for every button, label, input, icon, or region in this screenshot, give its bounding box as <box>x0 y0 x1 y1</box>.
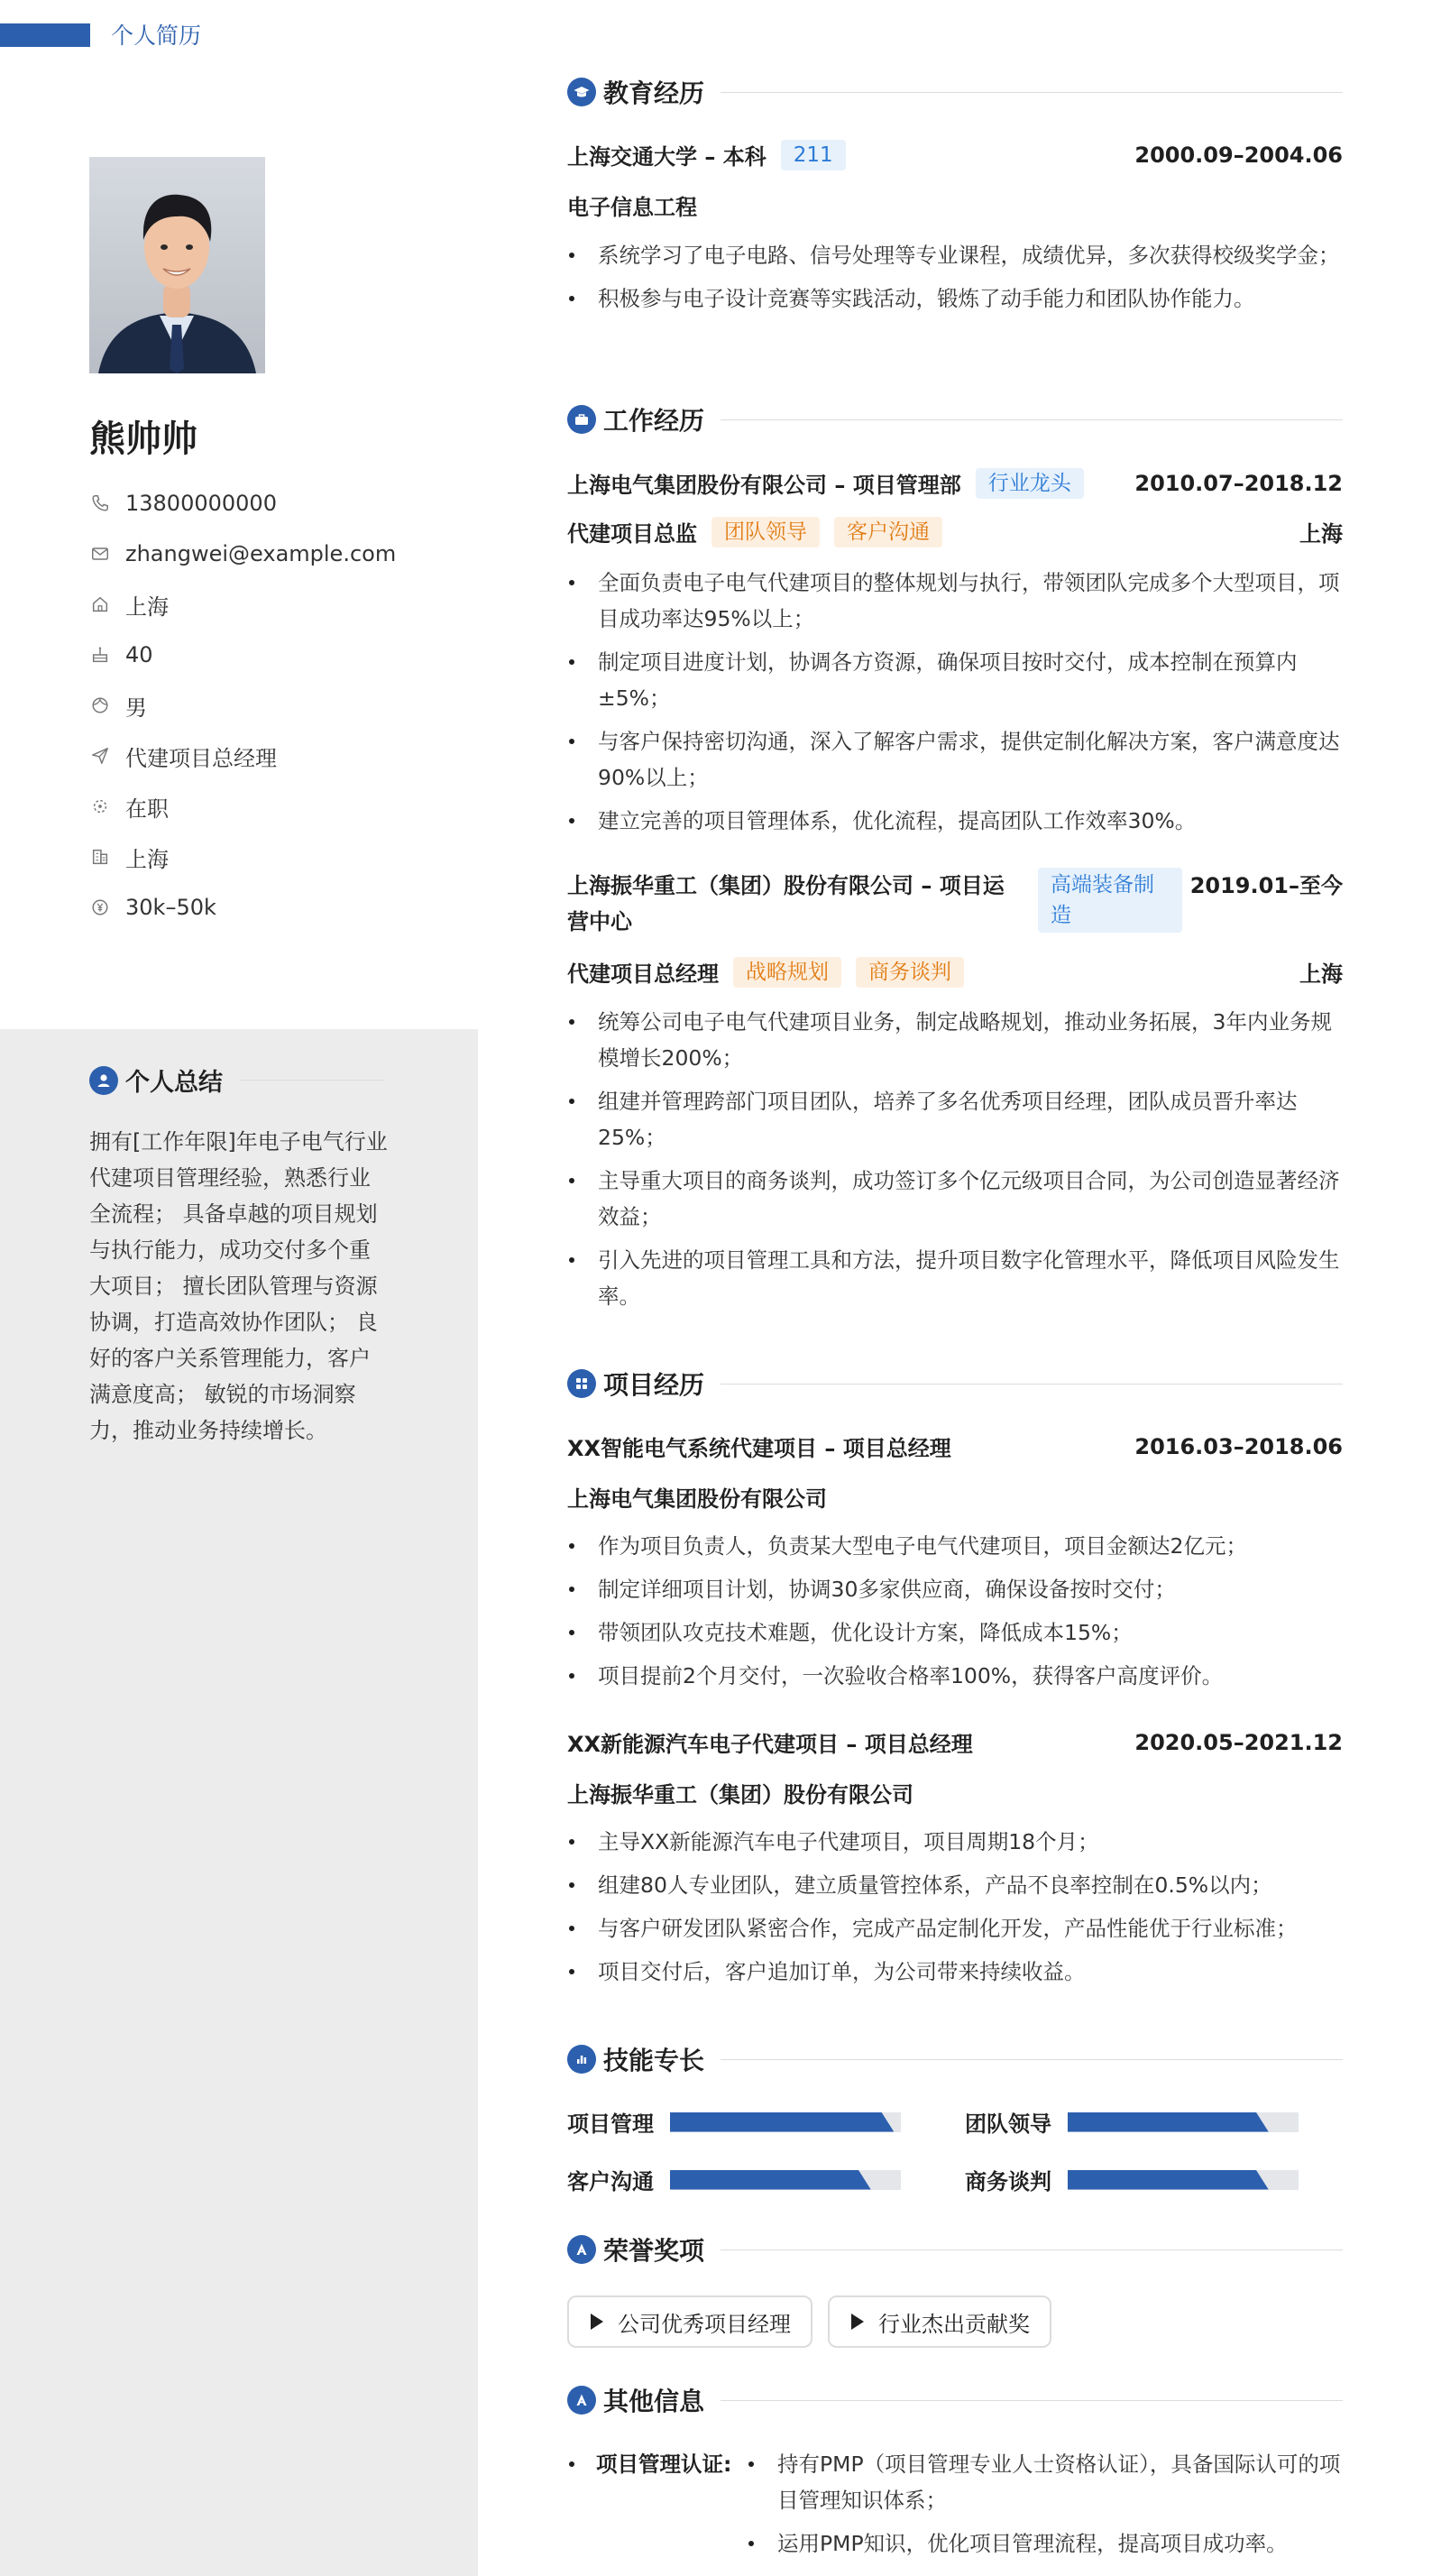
list-item: 统筹公司电子电气代建项目业务，制定战略规划，推动业务拓展，3年内业务规模增长200%； <box>567 1004 1343 1076</box>
project-2-company: 上海振华重工（集团）股份有限公司 <box>567 1782 913 1808</box>
job-2-location: 上海 <box>1299 961 1343 987</box>
skill-bar-fill <box>1068 2170 1269 2190</box>
list-item: 建立完善的项目管理体系，优化流程，提高团队工作效率30%。 <box>567 803 1343 839</box>
grid-icon <box>567 1369 596 1398</box>
job-2-skill-tag: 战略规划 <box>733 957 841 988</box>
home-icon <box>89 593 111 615</box>
header-label: 个人简历 <box>111 23 202 49</box>
list-item: 与客户保持密切沟通，深入了解客户需求，提供定制化解决方案，客户满意度达90%以上； <box>567 723 1343 796</box>
job-1-role: 代建项目总监 <box>567 521 697 547</box>
project-2-dates: 2020.05–2021.12 <box>1134 1729 1343 1755</box>
list-item: 项目交付后，客户追加订单，为公司带来持续收益。 <box>567 1954 1343 1990</box>
email-text: zhangwei@example.com <box>125 541 397 566</box>
section-divider <box>239 1080 385 1081</box>
skill-item <box>965 2164 1299 2195</box>
education-row <box>567 139 1343 170</box>
list-item: 主导重大项目的商务谈判，成功签订多个亿元级项目合同，为公司创造显著经济效益； <box>567 1163 1343 1235</box>
project-1-dates: 2016.03–2018.06 <box>1134 1433 1343 1459</box>
age-item <box>89 630 396 680</box>
list-item: 制定详细项目计划，协调30多家供应商，确保设备按时交付； <box>567 1571 1343 1607</box>
section-divider <box>721 92 1343 93</box>
city-item <box>89 579 396 630</box>
skill-bar-fill <box>1068 2112 1269 2132</box>
summary-title: 个人总结 <box>125 1069 223 1097</box>
project-1-row <box>567 1431 1343 1462</box>
skill-item <box>965 2106 1299 2138</box>
skill-item <box>567 2106 901 2138</box>
avatar <box>89 157 265 373</box>
list-item: 积极参与电子设计竞赛等实践活动，锻炼了动手能力和团队协作能力。 <box>567 281 1343 317</box>
job-2-role-row <box>567 956 1343 988</box>
education-bullets <box>567 237 1343 324</box>
job-2-tag: 高端装备制造 <box>1038 868 1182 933</box>
project-1-company: 上海电气集团股份有限公司 <box>567 1486 827 1512</box>
job-2-company: 上海振华重工（集团）股份有限公司 – 项目运营中心 <box>567 873 1005 934</box>
section-divider <box>721 2400 1343 2401</box>
award-chip <box>567 2295 812 2348</box>
list-item: 带领团队攻克技术难题，优化设计方案，降低成本15%； <box>567 1615 1343 1651</box>
skill-bar-fill <box>670 2170 871 2190</box>
skills-title: 技能专长 <box>603 2046 705 2075</box>
list-item: 全面负责电子电气代建项目的整体规划与执行，带领团队完成多个大型项目，项目成功率达95%以上； <box>567 565 1343 637</box>
play-icon <box>851 2314 864 2330</box>
job-1-bullets <box>567 565 1343 846</box>
other-label: 项目管理认证: <box>596 2452 732 2477</box>
project-2-company-row <box>567 1777 1343 1808</box>
skill-bar-fill <box>670 2112 894 2132</box>
sidebar <box>0 0 478 2576</box>
project-1-name: XX智能电气系统代建项目 – 项目总经理 <box>567 1436 951 1461</box>
salary-item <box>89 882 396 933</box>
other-header <box>567 2382 1343 2418</box>
skill-bar <box>670 2112 901 2132</box>
major-name: 电子信息工程 <box>567 195 697 220</box>
gender-item <box>89 680 396 731</box>
list-item: 作为项目负责人，负责某大型电子电气代建项目，项目金额达2亿元； <box>567 1528 1343 1564</box>
bar-chart-icon <box>567 2045 596 2074</box>
section-divider <box>721 2059 1343 2060</box>
list-item: 组建并管理跨部门项目团队，培养了多名优秀项目经理，团队成员晋升率达25%； <box>567 1083 1343 1155</box>
job-1-tag: 行业龙头 <box>976 468 1084 499</box>
list-item: 组建80人专业团队，建立质量管控体系，产品不良率控制在0.5%以内； <box>567 1867 1343 1903</box>
job-2-dates: 2019.01–至今 <box>1189 873 1343 898</box>
status-icon <box>89 796 111 817</box>
education-dates: 2000.09–2004.06 <box>1134 142 1343 168</box>
work-header <box>567 401 1343 437</box>
skill-name: 商务谈判 <box>965 2169 1051 2194</box>
skills-header <box>567 2041 1343 2077</box>
list-item: 主导XX新能源汽车电子代建项目，项目周期18个月； <box>567 1824 1343 1860</box>
mail-icon <box>89 543 111 565</box>
cake-icon <box>89 644 111 666</box>
project-2-name: XX新能源汽车电子代建项目 – 项目总经理 <box>567 1732 973 1757</box>
age-text: 40 <box>125 642 153 667</box>
send-icon <box>89 745 111 767</box>
school-name: 上海交通大学 – 本科 <box>567 144 766 170</box>
section-divider <box>721 419 1343 420</box>
target-job-text: 代建项目总经理 <box>125 745 277 771</box>
job-1-dates: 2010.07–2018.12 <box>1134 470 1343 496</box>
skill-name: 项目管理 <box>567 2111 654 2137</box>
job-2-bullets <box>567 1004 1343 1321</box>
city-text: 上海 <box>125 593 169 620</box>
skill-bar <box>1068 2112 1299 2132</box>
job-1-role-row <box>567 516 1343 547</box>
project-2-bullets <box>567 1824 1343 1997</box>
education-header <box>567 74 1343 110</box>
award-label: 公司优秀项目经理 <box>618 2311 791 2337</box>
job-1-skill-tag: 客户沟通 <box>834 517 942 547</box>
honors-title: 荣誉奖项 <box>603 2236 705 2266</box>
list-item: 持有PMP（项目管理专业人士资格认证），具备国际认可的项目管理知识体系； <box>747 2446 1342 2518</box>
yen-coin-icon <box>89 897 111 918</box>
gender-text: 男 <box>125 695 147 721</box>
summary-text: 拥有[工作年限]年电子电气行业代建项目管理经验，熟悉行业全流程； 具备卓越的项目规划与执行能力，成功交付多个重大项目； 擅长团队管理与资源协调，打造高效协作团队； 良好的客户关系管理能力，客户满意度高； 敏锐的市场洞察力，推动业务持续增长。 <box>89 1129 388 1443</box>
list-item: 系统学习了电子电路、信号处理等专业课程，成绩优异，多次获得校级奖学金； <box>567 237 1343 273</box>
skill-name: 团队领导 <box>965 2111 1051 2137</box>
section-divider <box>721 1384 1343 1385</box>
award-icon <box>567 2235 596 2264</box>
bullet-dot <box>569 2461 574 2467</box>
award-chip <box>828 2295 1051 2348</box>
projects-title: 项目经历 <box>603 1370 705 1400</box>
job-1-location: 上海 <box>1299 521 1343 547</box>
other-title: 其他信息 <box>603 2387 705 2416</box>
projects-header <box>567 1366 1343 1402</box>
section-divider <box>721 2249 1343 2250</box>
job-1-skill-tag: 团队领导 <box>711 517 820 547</box>
skill-item <box>567 2164 901 2195</box>
status-text: 在职 <box>125 796 169 822</box>
target-job-item <box>89 731 396 781</box>
work-title: 工作经历 <box>603 406 705 436</box>
job-2-role: 代建项目总经理 <box>567 961 719 987</box>
candidate-name: 熊帅帅 <box>89 419 197 460</box>
award-label: 行业杰出贡献奖 <box>878 2311 1030 2337</box>
email-item <box>89 529 396 579</box>
honors-header <box>567 2231 1343 2268</box>
list-item: 制定项目进度计划，协调各方资源，确保项目按时交付，成本控制在预算内±5%； <box>567 644 1343 716</box>
phone-text: 13800000000 <box>125 491 277 516</box>
user-icon <box>89 1066 118 1095</box>
salary-text: 30k–50k <box>125 895 216 920</box>
job-2-row <box>567 868 1343 940</box>
project-1-company-row <box>567 1481 1343 1513</box>
education-title: 教育经历 <box>603 78 705 108</box>
briefcase-icon <box>567 405 596 434</box>
skill-bar <box>1068 2170 1299 2190</box>
play-icon <box>591 2314 603 2330</box>
summary-header <box>89 1063 385 1098</box>
skill-name: 客户沟通 <box>567 2169 654 2194</box>
list-item: 运用PMP知识，优化项目管理流程，提高项目成功率。 <box>747 2525 1342 2562</box>
target-city-item <box>89 832 396 882</box>
building-icon <box>89 846 111 868</box>
school-tag: 211 <box>781 140 846 170</box>
major-row <box>567 189 1343 221</box>
contact-info-list <box>89 478 396 933</box>
list-item: 引入先进的项目管理工具和方法，提升项目数字化管理水平，降低项目风险发生率。 <box>567 1242 1343 1314</box>
job-1-row <box>567 467 1343 499</box>
award-icon <box>567 2386 596 2415</box>
skill-bar <box>670 2170 901 2190</box>
target-city-text: 上海 <box>125 846 169 872</box>
project-2-row <box>567 1726 1343 1758</box>
person-face-icon <box>89 695 111 716</box>
status-item <box>89 781 396 832</box>
project-1-bullets <box>567 1528 1343 1701</box>
phone-icon <box>89 492 111 514</box>
other-items <box>747 2446 1342 2569</box>
list-item: 项目提前2个月交付，一次验收合格率100%，获得客户高度评价。 <box>567 1658 1343 1694</box>
job-2-skill-tag: 商务谈判 <box>856 957 964 988</box>
list-item: 与客户研发团队紧密合作，完成产品定制化开发，产品性能优于行业标准； <box>567 1910 1343 1946</box>
job-1-company: 上海电气集团股份有限公司 – 项目管理部 <box>567 473 961 498</box>
graduation-cap-icon <box>567 78 596 106</box>
phone-item <box>89 478 396 529</box>
